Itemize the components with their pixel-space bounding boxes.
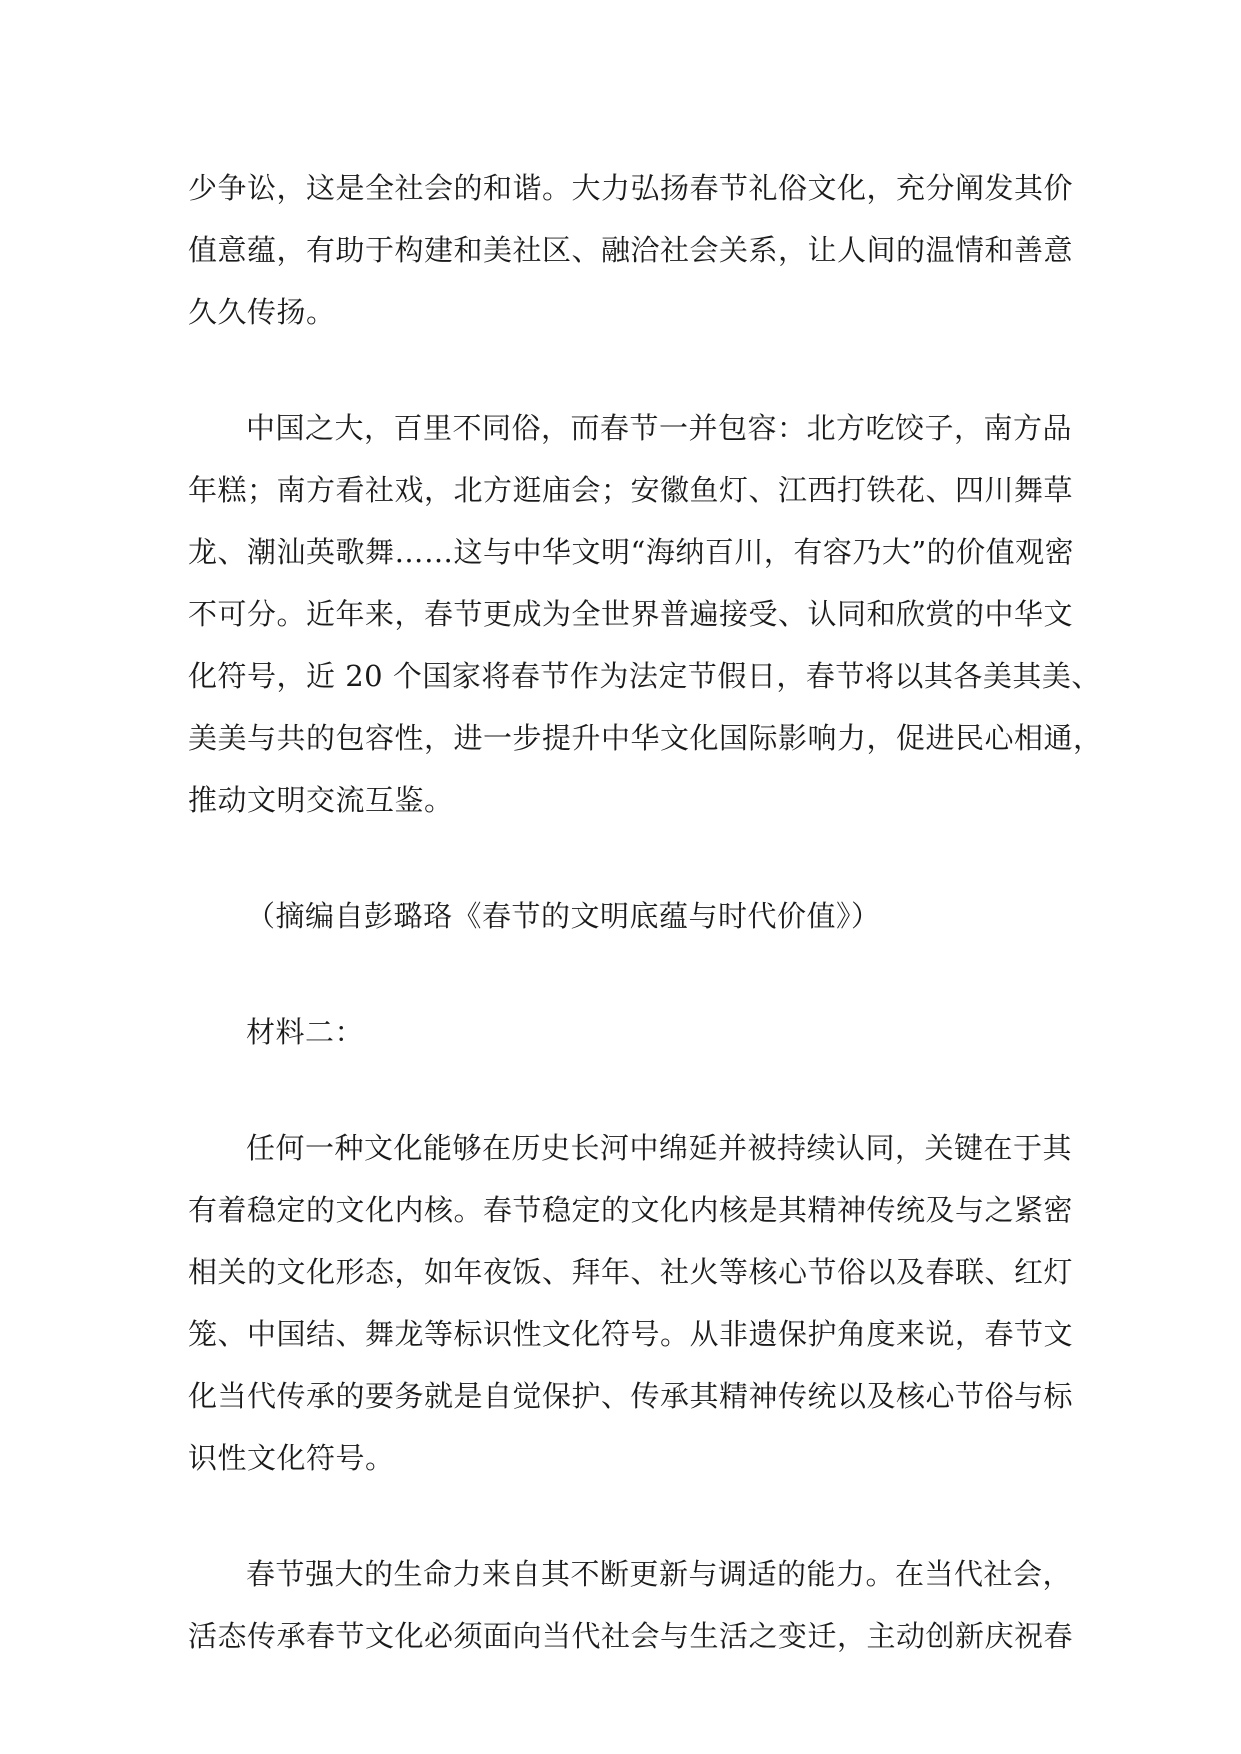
- text-line: 少争讼，这是全社会的和谐。大力弘扬春节礼俗文化，充分阐发其价: [188, 171, 1074, 205]
- text-line: 任何一种文化能够在历史长河中绵延并被持续认同，关键在于其: [246, 1131, 1073, 1165]
- text-line: 笼、中国结、舞龙等标识性文化符号。从非遗保护角度来说，春节文: [188, 1317, 1074, 1351]
- text-line: 年糕；南方看社戏，北方逛庙会；安徽鱼灯、江西打铁花、四川舞草: [188, 473, 1074, 507]
- text-line: 相关的文化形态，如年夜饭、拜年、社火等核心节俗以及春联、红灯: [188, 1255, 1074, 1289]
- text-line: 有着稳定的文化内核。春节稳定的文化内核是其精神传统及与之紧密: [188, 1193, 1074, 1227]
- text-line: 中国之大，百里不同俗，而春节一并包容：北方吃饺子，南方品: [246, 411, 1073, 445]
- paragraph-4: [188, 1543, 1074, 1667]
- text-line: 识性文化符号。: [188, 1441, 395, 1475]
- heading-line: 材料二：: [246, 1015, 365, 1049]
- text-line: 不可分。近年来，春节更成为全世界普遍接受、认同和欣赏的中华文: [188, 597, 1074, 631]
- citation-line: （摘编自彭璐珞《春节的文明底蕴与时代价值》）: [246, 899, 881, 933]
- text-line: 活态传承春节文化必须面向当代社会与生活之变迁，主动创新庆祝春: [188, 1619, 1074, 1653]
- text-line: 久久传扬。: [188, 295, 336, 329]
- section-heading: [188, 1001, 1056, 1063]
- paragraph-1: [188, 157, 1074, 343]
- text-line: 化符号，近 20 个国家将春节作为法定节假日，春节将以其各美其美、: [188, 659, 1101, 693]
- paragraph-2: [188, 397, 1103, 831]
- document-page: [188, 157, 1103, 1667]
- text-line: 推动文明交流互鉴。: [188, 783, 454, 817]
- text-line: 美美与共的包容性，进一步提升中华文化国际影响力，促进民心相通，: [188, 721, 1103, 755]
- paragraph-spacer: [188, 343, 1056, 397]
- paragraph-spacer: [188, 1489, 1056, 1543]
- text-line: 龙、潮汕英歌舞……这与中华文明“海纳百川，有容乃大”的价值观密: [188, 535, 1075, 569]
- text-line: 化当代传承的要务就是自觉保护、传承其精神传统以及核心节俗与标: [188, 1379, 1074, 1413]
- paragraph-spacer: [188, 1063, 1056, 1117]
- text-line: 春节强大的生命力来自其不断更新与调适的能力。在当代社会，: [246, 1557, 1073, 1591]
- paragraph-spacer: [188, 947, 1056, 1001]
- paragraph-spacer: [188, 831, 1056, 885]
- text-line: 值意蕴，有助于构建和美社区、融洽社会关系，让人间的温情和善意: [188, 233, 1074, 267]
- paragraph-3: [188, 1117, 1074, 1489]
- source-citation: [188, 885, 1056, 947]
